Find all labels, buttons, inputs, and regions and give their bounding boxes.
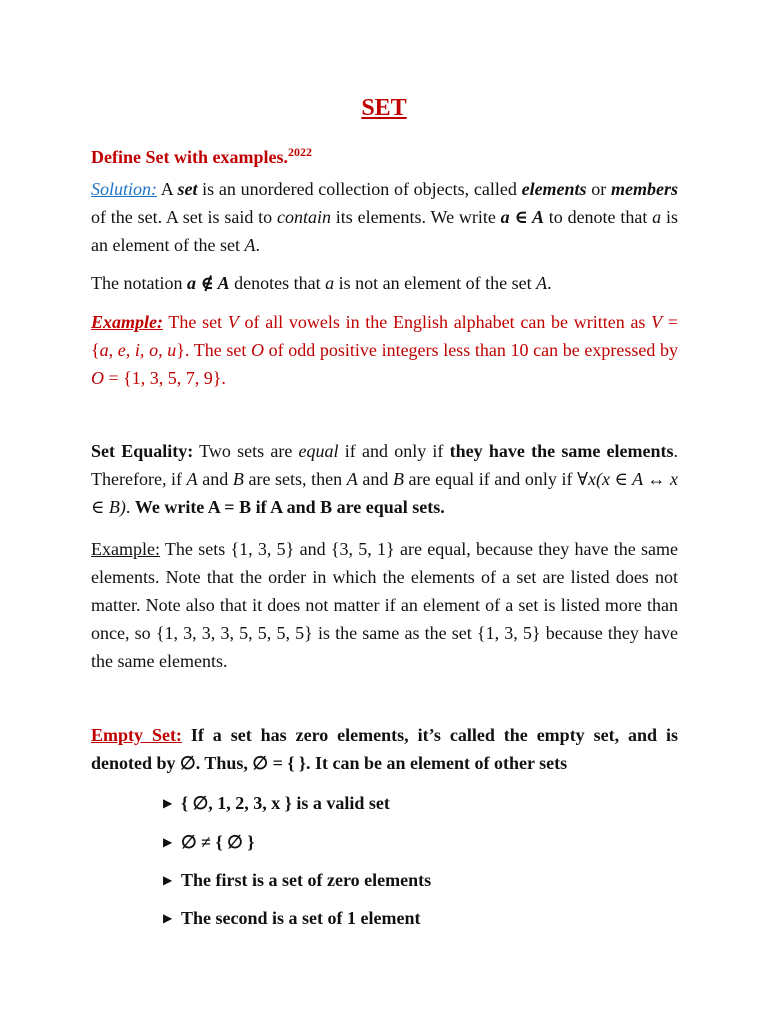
text: The set	[163, 312, 228, 332]
formula-a-notin-A: a ∉ A	[186, 273, 230, 293]
right-triangle-icon: ▶	[163, 873, 173, 887]
formula-a-in-A: a ∈ A	[500, 207, 544, 227]
bullet-text: The second is a set of 1 element	[181, 908, 421, 928]
text: to denote that	[543, 207, 653, 227]
notation-paragraph	[91, 269, 678, 297]
question-text: Define Set with examples.	[91, 147, 288, 167]
var-O: O	[250, 340, 264, 360]
vowels-list: a, e, i, o, u	[99, 340, 177, 360]
term-equal: equal	[298, 441, 339, 461]
right-triangle-icon: ▶	[163, 835, 173, 849]
text: of odd positive integers less than 10 can be expressed by	[263, 340, 679, 360]
text: .	[547, 273, 552, 293]
example-vowels-paragraph	[91, 308, 678, 392]
bullet-item	[163, 790, 390, 816]
var-O: O	[91, 368, 104, 388]
set-equality-label: Set Equality:	[91, 441, 194, 461]
text: are equal if and only if	[403, 469, 578, 489]
bullet-text: { ∅, 1, 2, 3, x } is a valid set	[181, 793, 390, 813]
text: .	[255, 235, 260, 255]
empty-set-label: Empty Set:	[91, 725, 182, 745]
page-title: SET	[361, 95, 407, 121]
question-year: 2022	[287, 145, 312, 159]
bullet-text: ∅ ≠ { ∅ }	[181, 832, 255, 852]
text: is not an element of the set	[334, 273, 537, 293]
solution-label: Solution:	[91, 179, 157, 199]
question-heading	[91, 138, 678, 171]
text: is an element of the set	[91, 207, 678, 255]
term-members: members	[611, 179, 679, 199]
bullet-item	[163, 867, 431, 893]
var-V: V	[227, 312, 239, 332]
example-equal-sets-paragraph	[91, 535, 678, 675]
text: or	[586, 179, 612, 199]
right-triangle-icon: ▶	[163, 796, 173, 810]
empty-set-paragraph	[91, 721, 678, 777]
text: = {1, 3, 5, 7, 9}.	[104, 368, 226, 388]
var-a: a	[652, 207, 662, 227]
text: of all vowels in the English alphabet can be written as	[238, 312, 652, 332]
term-same-elements: they have the same elements	[449, 441, 674, 461]
text: are sets, then	[243, 469, 347, 489]
bullet-item	[163, 829, 254, 855]
text: .	[125, 497, 135, 517]
term-contain: contain	[276, 207, 331, 227]
text: if and only if	[338, 441, 450, 461]
equality-formula: ∀x(x ∈ A ↔ x ∈ B)	[91, 469, 678, 517]
text: . Therefore, if	[91, 441, 679, 489]
text: its elements. We write	[330, 207, 501, 227]
text: and	[197, 469, 233, 489]
var-V: V	[651, 312, 663, 332]
text: denotes that	[229, 273, 326, 293]
text: The sets {1, 3, 5} and {3, 5, 1} are equal, because they have the same elements. Note that the order in which the elements of a set are listed does not matter. Note also that it does not matter if an element of a set is listed more than once, so {1, 3, 3, 3, 5, 5, 5, 5} is the same as the set {1, 3, 5} because they have the same elements.	[91, 539, 678, 671]
example-label: Example:	[91, 539, 160, 559]
var-A: A	[186, 469, 198, 489]
bullet-item	[163, 905, 420, 931]
text: Two sets are	[193, 441, 299, 461]
bullet-text: The first is a set of zero elements	[181, 870, 432, 890]
var-a: a	[325, 273, 335, 293]
text: The notation	[91, 273, 187, 293]
term-elements: elements	[521, 179, 587, 199]
right-triangle-icon: ▶	[163, 911, 173, 925]
text: }. The set	[176, 340, 251, 360]
text: is an unordered collection of objects, called	[197, 179, 522, 199]
var-A: A	[536, 273, 548, 293]
equality-notation: We write A = B if A and B are equal sets.	[134, 497, 445, 517]
set-equality-paragraph	[91, 437, 678, 521]
text: If a set has zero elements, it’s called the empty set, and is denoted by ∅. Thus, ∅ = { }. It can be an element of other sets	[91, 725, 679, 773]
term-set: set	[177, 179, 198, 199]
text: and	[357, 469, 393, 489]
solution-paragraph	[91, 175, 678, 259]
example-label: Example:	[91, 312, 163, 332]
text: = {	[91, 312, 679, 360]
var-A: A	[244, 235, 256, 255]
var-B: B	[392, 469, 404, 489]
text: of the set. A set is said to	[91, 207, 277, 227]
var-B: B	[232, 469, 244, 489]
text: A	[157, 179, 178, 199]
var-A: A	[346, 469, 358, 489]
